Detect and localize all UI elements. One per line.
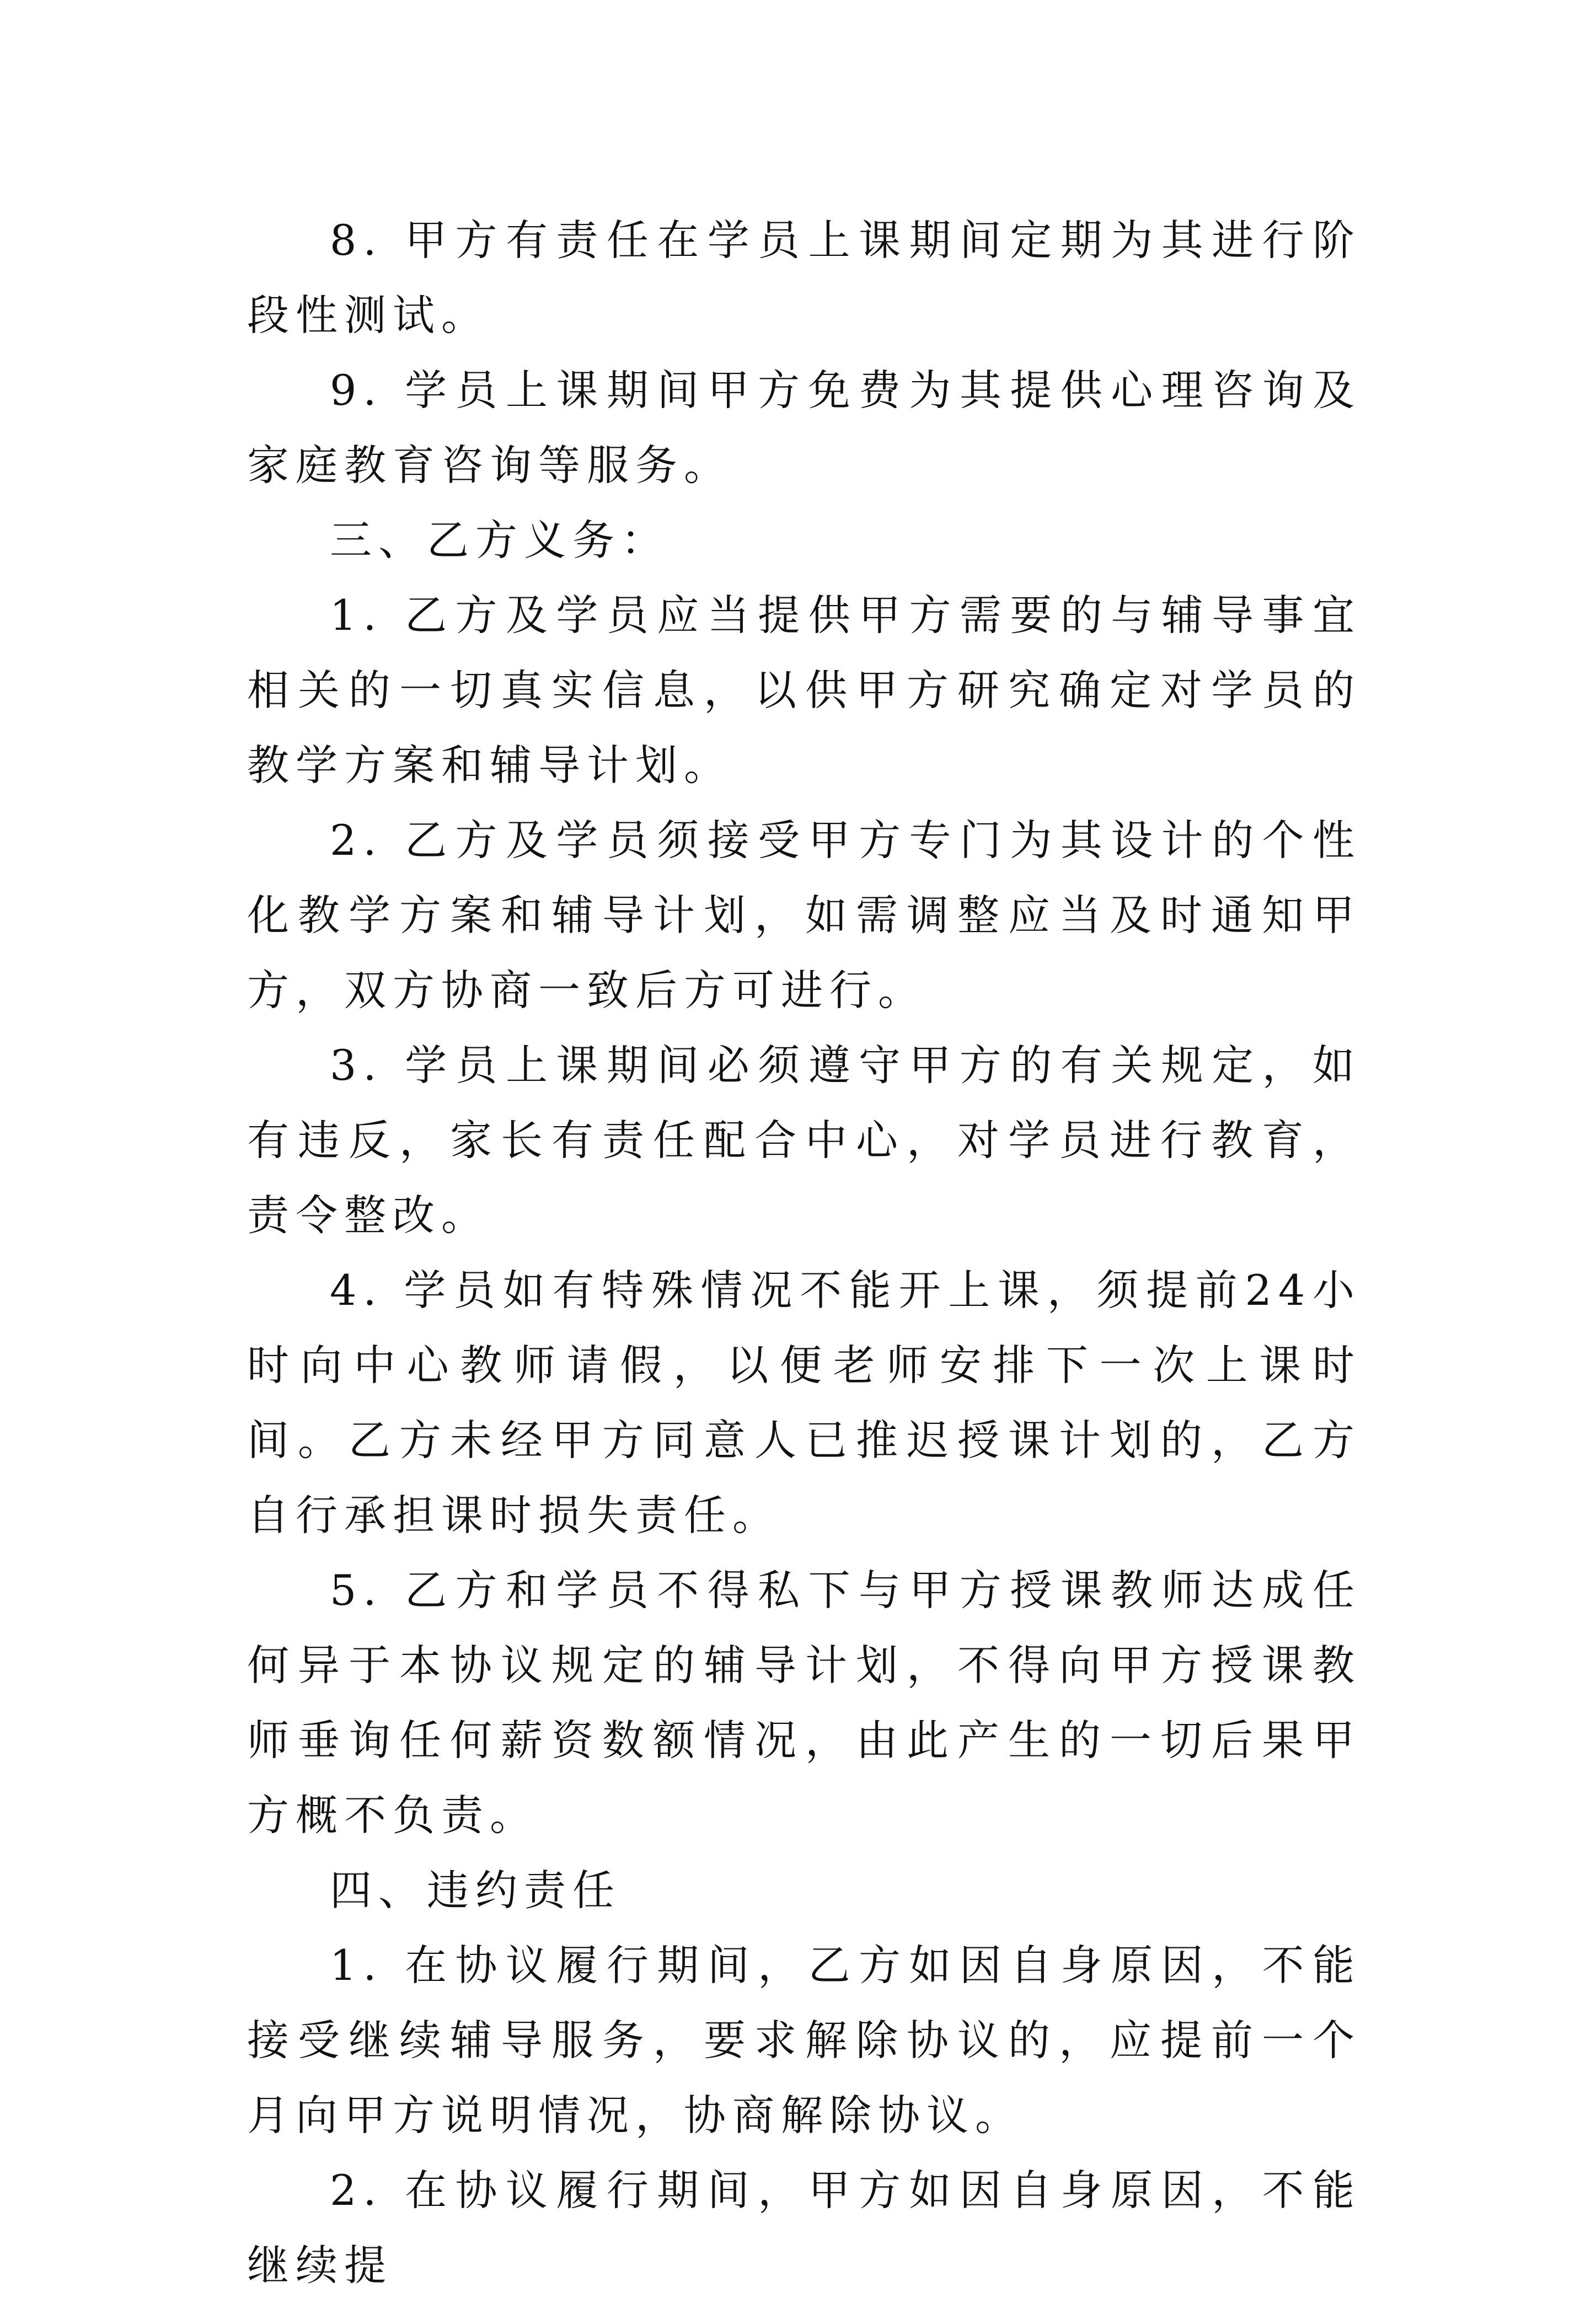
liability-2-party-a: 2. 在协议履行期间，甲方如因自身原因，不能继续提 (247, 2166, 1361, 2290)
liability-1-party-b: 1. 在协议履行期间，乙方如因自身原因，不能接受继续辅导服务，要求解除协议的，应提前一个月向甲方说明情况，协商解除协议。 (247, 1941, 1361, 2140)
obligation-4-leave: 4. 学员如有特殊情况不能开上课，须提前24小时向中心教师请假，以便老师安排下一次上课时间。乙方未经甲方同意人已推迟授课计划的，乙方自行承担课时损失责任。 (247, 1266, 1361, 1540)
clause-8-testing: 8. 甲方有责任在学员上课期间定期为其进行阶段性测试。 (247, 216, 1361, 340)
section-heading-party-b-obligations: 三、乙方义务： (330, 516, 670, 565)
clause-9-counseling: 9. 学员上课期间甲方免费为其提供心理咨询及家庭教育咨询等服务。 (247, 366, 1361, 490)
obligation-1-information: 1. 乙方及学员应当提供甲方需要的与辅导事宜相关的一切真实信息，以供甲方研究确定对学员的教学方案和辅导计划。 (247, 591, 1361, 790)
section-heading-liability: 四、违约责任 (330, 1866, 621, 1915)
document-page (247, 203, 1361, 2303)
obligation-3-rules: 3. 学员上课期间必须遵守甲方的有关规定，如有违反，家长有责任配合中心，对学员进行教育，责令整改。 (247, 1041, 1361, 1240)
obligation-5-private-agreement: 5. 乙方和学员不得私下与甲方授课教师达成任何异于本协议规定的辅导计划，不得向甲方授课教师垂询任何薪资数额情况，由此产生的一切后果甲方概不负责。 (247, 1566, 1361, 1840)
obligation-2-plan: 2. 乙方及学员须接受甲方专门为其设计的个性化教学方案和辅导计划，如需调整应当及时通知甲方，双方协商一致后方可进行。 (247, 816, 1361, 1015)
